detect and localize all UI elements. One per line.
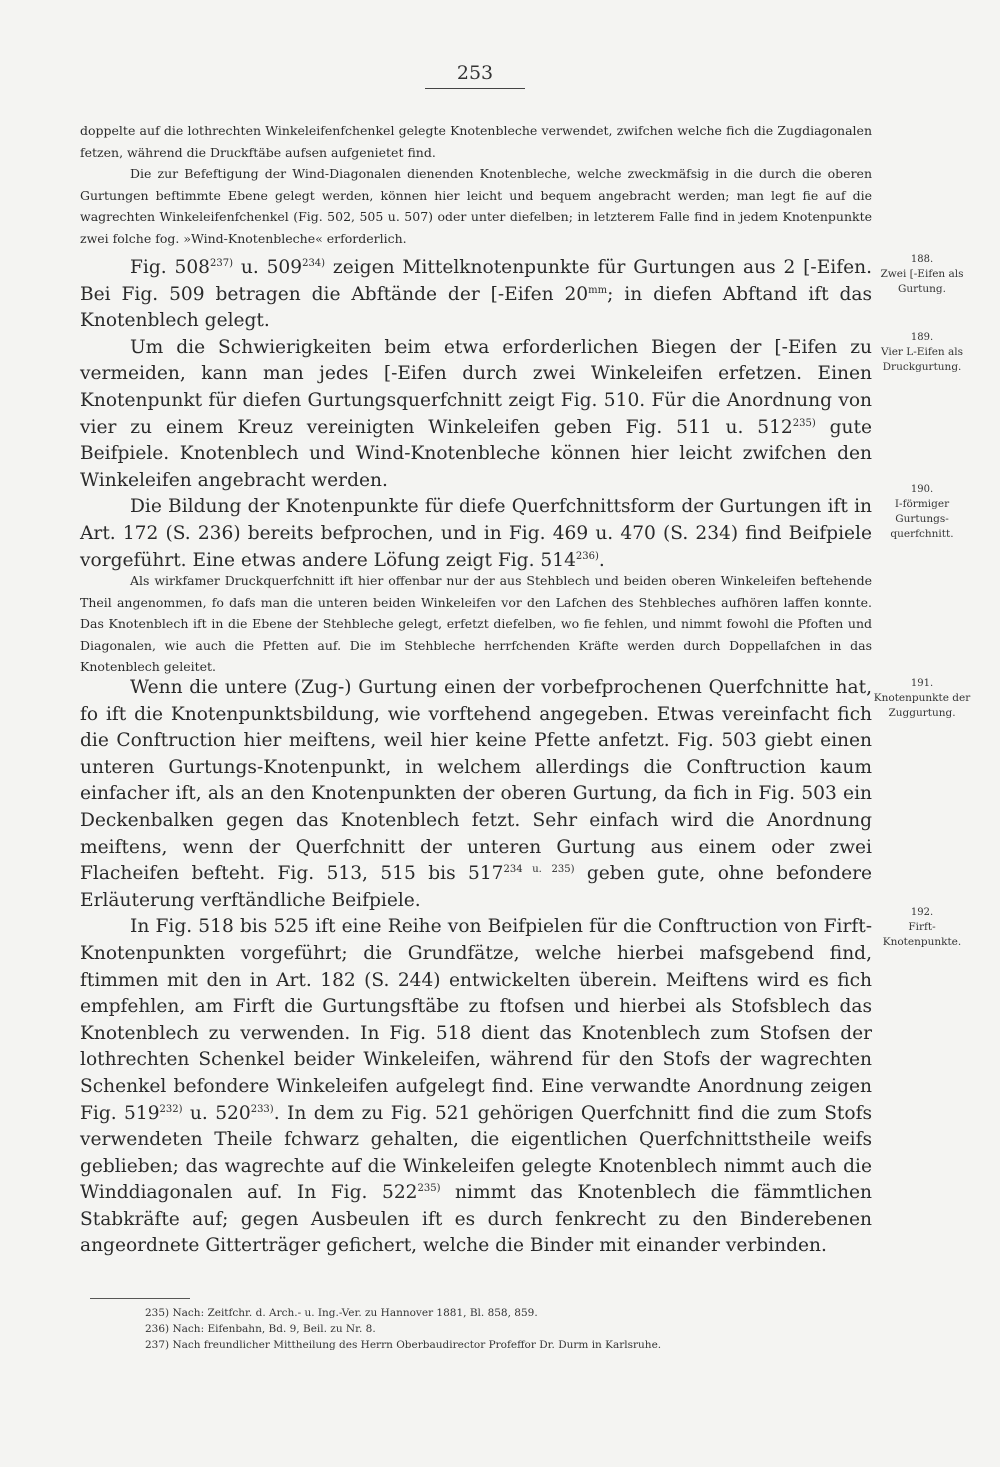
- main-text-block-1: [80, 255, 872, 574]
- margin-note-189: 189. Vier L-Eifen als Druckgurtung.: [880, 332, 964, 373]
- footnotes: [145, 1305, 845, 1353]
- margin-note-192: 192. Firft-Knotenpunkte.: [882, 907, 962, 948]
- small-paragraph-3: Als wirkfamer Druckquerfchnitt ift hier offenbar nur der aus Stehblech und beiden oberen Winkeleifen beftehende Theil angenommen, fo dafs man die unteren beiden Winkeleifen vor den Lafchen des Stehbleches aufhören laffen konnte. Das Knotenblech ift in die Ebene der Stehbleche gelegt, erfetzt diefelben, wo fie fehlen, und nimmt fowohl die Pfoften und Diagonalen, wie auch die Pfetten auf. Die im Stehbleche herrfchenden Kräfte werden durch Doppellafchen in das Knotenblech geleitet.: [80, 573, 872, 674]
- margin-note-190: 190. I-förmiger Gurtungs-querfchnitt.: [890, 484, 954, 540]
- paragraph-191: Wenn die untere (Zug-) Gurtung einen der vorbefprochenen Querfchnitte hat, fo ift die Knotenpunktsbildung, wie vorftehend angegeben. Etwas vereinfacht fich die Conftruction hier meiftens, weil hier keine Pfette anfetzt. Fig. 503 giebt einen unteren Gurtungs-Knotenpunkt, in welchem allerdings die Conftruction kaum einfacher ift, als an den Knotenpunkten der oberen Gurtung, da fich in Fig. 503 ein Deckenbalken gegen das Knotenblech fetzt. Sehr einfach wird die Anordnung meiftens, wenn der Querfchnitt der unteren Gurtung aus einem oder zwei Flacheifen befteht. Fig. 513, 515 bis $517^{234 u. 235)}$ geben gute, ohne befondere Erläuterung verftändliche Beifpiele.: [80, 677, 872, 911]
- small-paragraph-1: doppelte auf die lothrechten Winkeleifenfchenkel gelegte Knotenbleche verwendet, zwifchen welche fich die Zugdiagonalen fetzen, während die Druckftäbe aufsen aufgenietet find.: [80, 123, 872, 160]
- footnote-235: 235) Nach: Zeitfchr. d. Arch.- u. Ing.-Ver. zu Hannover 1881, Bl. 858, 859.: [145, 1307, 538, 1319]
- page-number-rule: [425, 88, 525, 89]
- paragraph-190: Die Bildung der Knotenpunkte für diefe Querfchnittsform der Gurtungen ift in Art. 172 (S. 236) bereits befprochen, und in Fig. 469 u. 470 (S. 234) find Beifpiele vorgeführt. Eine etwas andere Löfung zeigt Fig. 514$^{236)}$.: [80, 496, 872, 571]
- paragraph-189: Um die Schwierigkeiten beim etwa erforderlichen Biegen der [-Eifen zu vermeiden, kann man jedes [-Eifen durch zwei Winkeleifen erfetzen. Einen Knotenpunkt für diefen Gurtungsquerfchnitt zeigt Fig. 510. Für die Anordnung von vier zu einem Kreuz vereinigten Winkeleifen geben Fig. 511 u. 512$^{235)}$ gute Beifpiele. Knotenblech und Wind-Knotenbleche können hier leicht zwifchen den Winkeleifen angebracht werden.: [80, 336, 872, 491]
- margin-note-191: 191. Knotenpunkte der Zuggurtung.: [873, 678, 971, 719]
- small-text-block-1: [80, 120, 872, 249]
- margin-note-188: 188. Zwei [-Eifen als Gurtung.: [880, 254, 964, 295]
- footnote-237: 237) Nach freundlicher Mittheilung des Herrn Oberbaudirector Profeffor Dr. Durm in Karlsruhe.: [145, 1339, 662, 1351]
- main-text-block-2: [80, 675, 872, 1260]
- footnote-236: 236) Nach: Eifenbahn, Bd. 9, Beil. zu Nr. 8.: [145, 1323, 376, 1335]
- footnote-rule: [90, 1298, 190, 1299]
- small-paragraph-2: Die zur Befeftigung der Wind-Diagonalen dienenden Knotenbleche, welche zweckmäfsig in die durch die oberen Gurtungen beftimmte Ebene gelegt werden, können hier leicht und bequem angebracht werden; man legt fie auf die wagrechten Winkeleifenfchenkel (Fig. 502, 505 u. 507) oder unter diefelben; in letzterem Falle find in jedem Knotenpunkte zwei folche fog. »Wind-Knotenbleche« erforderlich.: [80, 166, 872, 246]
- small-text-block-2: [80, 570, 872, 678]
- paragraph-192: In Fig. 518 bis 525 ift eine Reihe von Beifpielen für die Conftruction von Firft-Knotenpunkten vorgeführt; die Grundfätze, welche hierbei mafsgebend find, ftimmen mit den in Art. 182 (S. 244) entwickelten überein. Meiftens wird es fich empfehlen, am Firft die Gurtungsftäbe zu ftofsen und hierbei als Stofsblech das Knotenblech zu verwenden. In Fig. 518 dient das Knotenblech zum Stofsen der lothrechten Schenkel beider Winkeleifen, während für den Stofs der wagrechten Schenkel befondere Winkeleifen aufgelegt find. Eine verwandte Anordnung zeigen Fig. 519$^{232)}$ u. 520$^{233)}$. In dem zu Fig. 521 gehörigen Querfchnitt find die zum Stofs verwendeten Theile fchwarz gehalten, die eigentlichen Querfchnittstheile weifs geblieben; das wagrechte auf die Winkeleifen gelegte Knotenblech nimmt auch die Winddiagonalen auf. In Fig. 522$^{235)}$ nimmt das Knotenblech die fämmtlichen Stabkräfte auf; gegen Ausbeulen ift es durch fenkrecht zu den Binderebenen angeordnete Gitterträger gefichert, welche die Binder mit einander verbinden.: [80, 916, 873, 1257]
- page-number: 253: [456, 62, 494, 84]
- paragraph-188: Fig. 508$^{237)}$ u. 509$^{234)}$ zeigen Mittelknotenpunkte für Gurtungen aus 2 [-Eifen. Bei Fig. 509 betragen die Abftände der [-Eifen $20^{mm}$; in diefen Abftand ift das Knotenblech gelegt.: [80, 257, 873, 332]
